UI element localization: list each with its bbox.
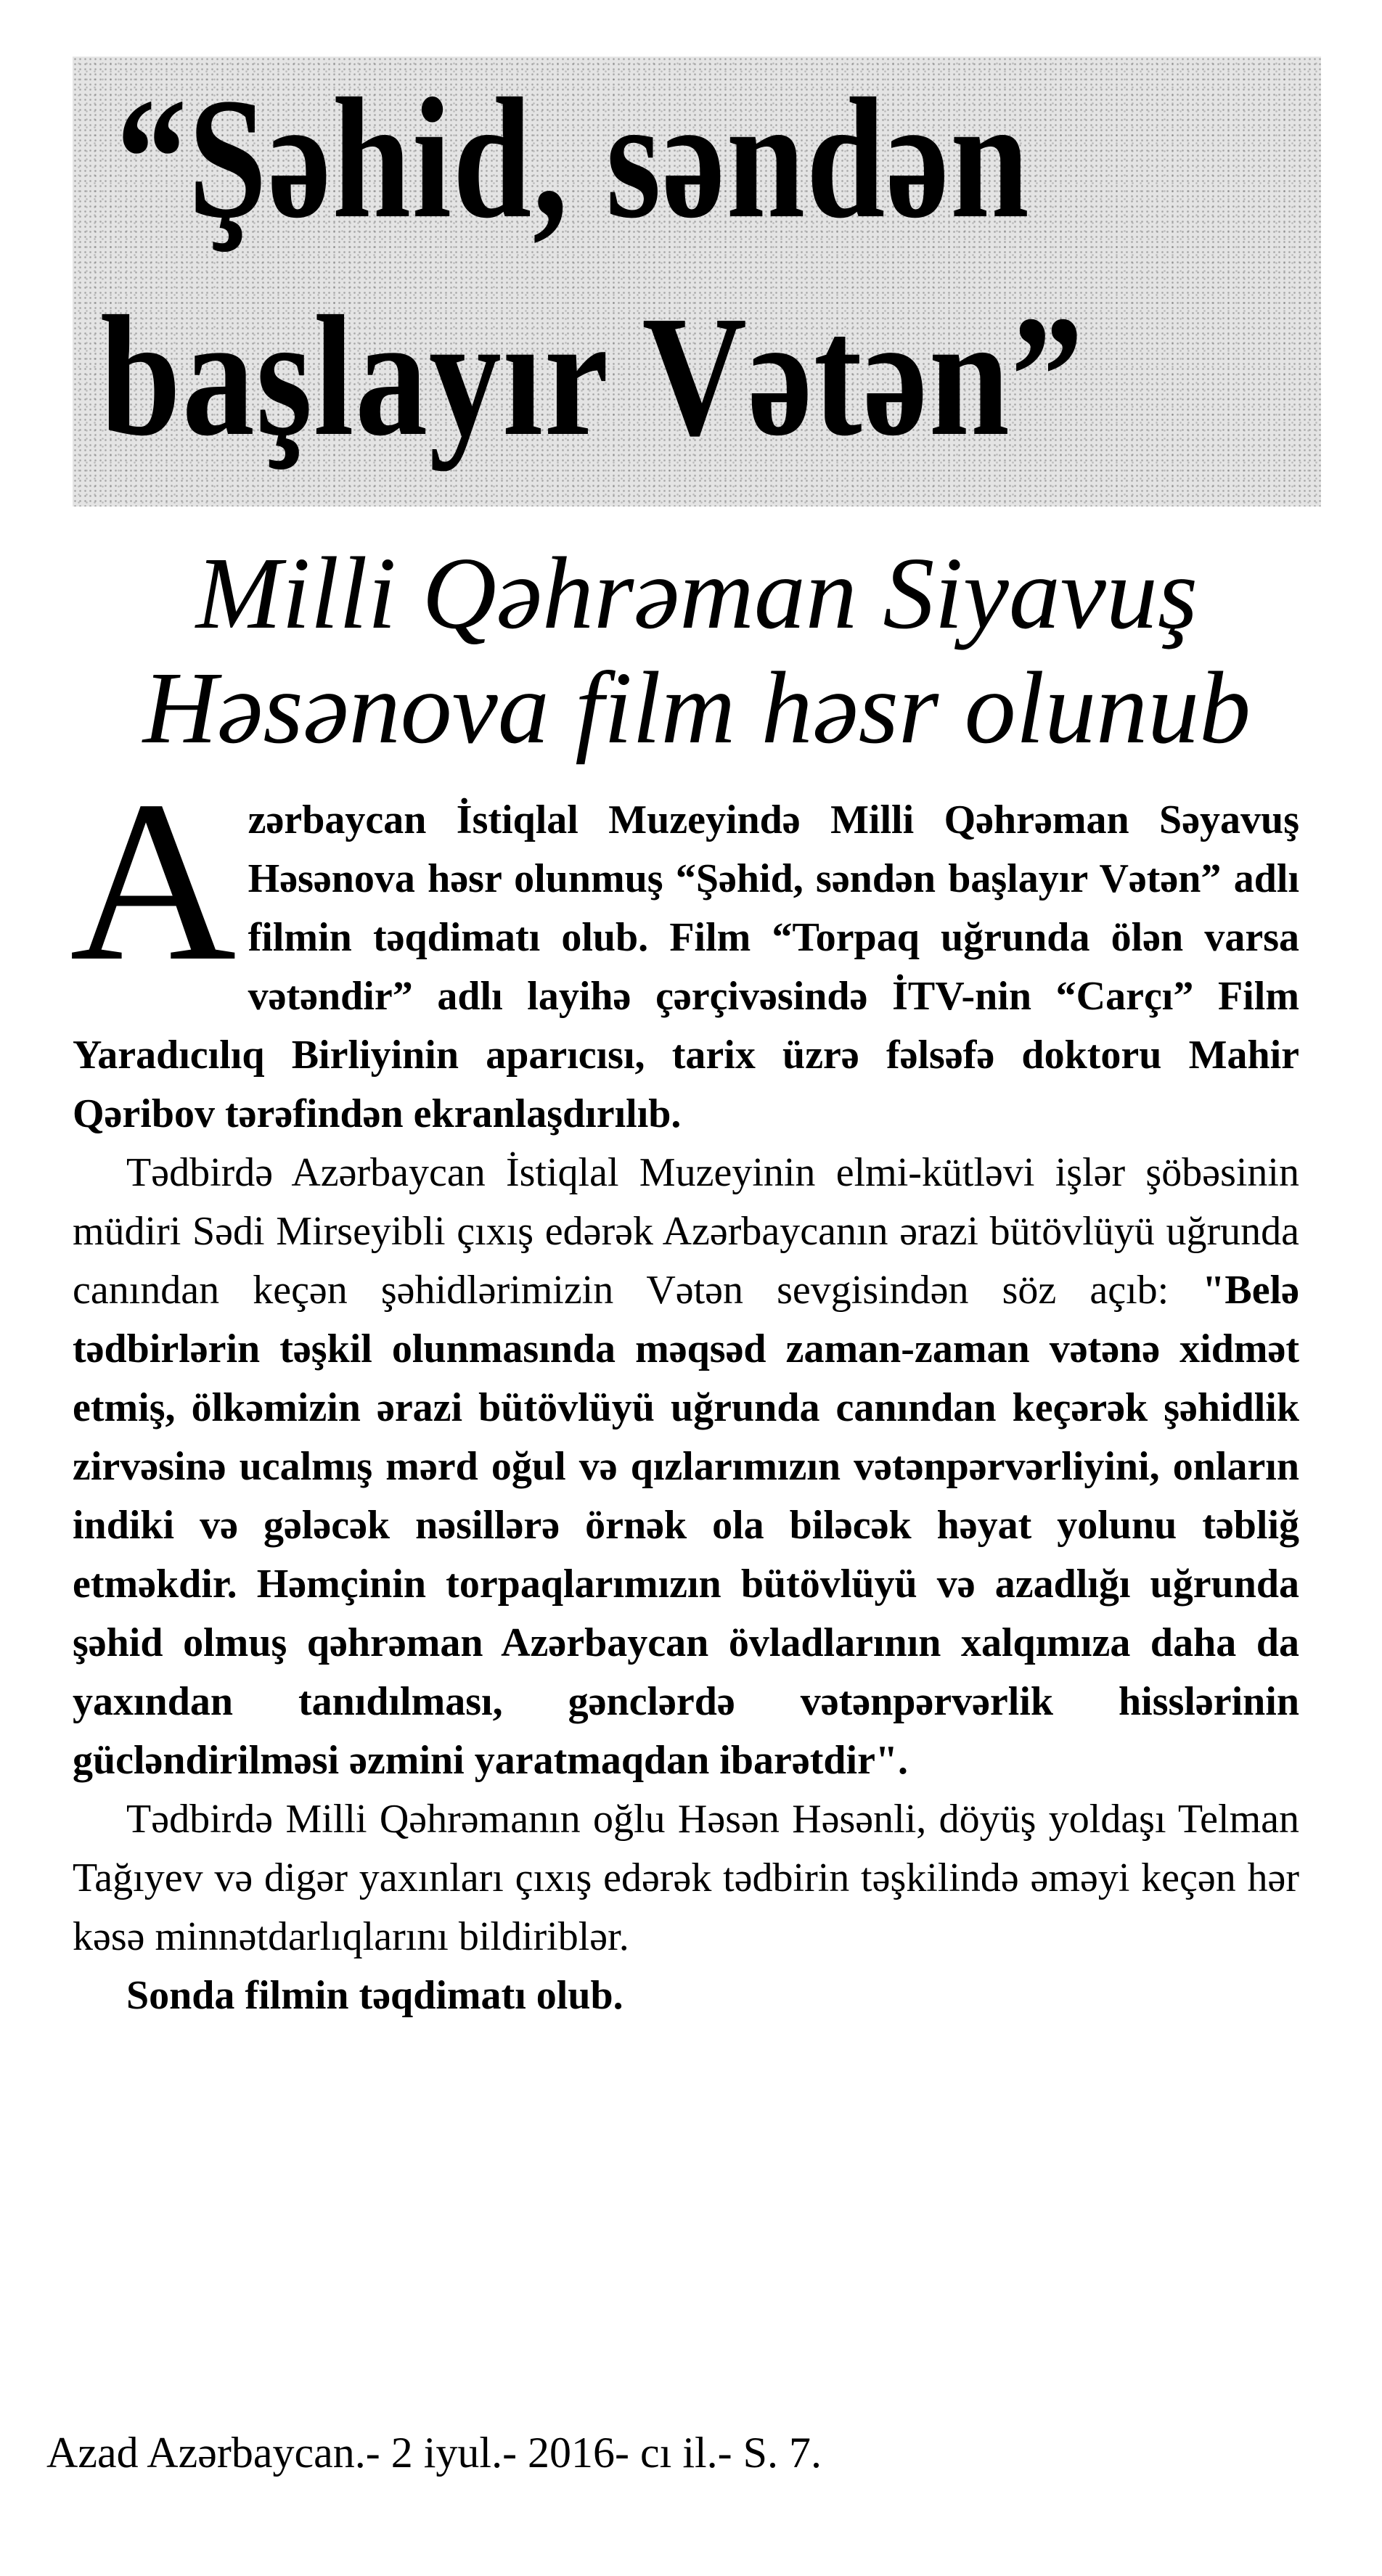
lead-paragraph bbox=[70, 753, 1299, 1144]
headline-line-2: başlayır Vətən” bbox=[100, 281, 1085, 472]
drop-cap: A bbox=[70, 753, 237, 1009]
lead-text: zərbaycan İstiqlal Muzeyində Milli Qəhrəman Səyavuş Həsənova həsr olunmuş “Şəhid, səndən başlayır Vətən” adlı filmin təqdimatı olub. Film “Torpaq uğrunda ölən varsa vətəndir” adlı layihə çərçivəsində İTV-nin “Carçı” Film Yaradıcılıq Birliyinin aparıcısı, tarix üzrə fəlsəfə doktoru Mahir Qəribov tərəfindən ekranlaşdırılıb. bbox=[73, 797, 1299, 1136]
subtitle-line-2: Həsənova film həsr olunub bbox=[142, 650, 1251, 765]
paragraph-2-text: Tədbirdə Azərbaycan İstiqlal Muzeyinin elmi-kütləvi işlər şöbəsinin müdiri Sədi Mirseyibli çıxış edərək Azərbaycanın ərazi bütövlüyü uğrunda canından keçən şəhidlərimizin Vətən sevgisindən söz açıb: bbox=[73, 1150, 1299, 1313]
paragraph-2-quote: "Belə tədbirlərin təşkil olunmasında məqsəd zaman-zaman vətənə xidmət etmiş, ölkəmizin ərazi bütövlüyü uğrunda canından keçərək şəhidlik zirvəsinə ucalmış mərd oğul və qızlarımızın vətənpərvərliyini, onların indiki və gələcək nəsillərə örnək ola biləcək həyat yolunu təbliğ etməkdir. Həmçinin torpaqlarımızın bütövlüyü və azadlığı uğrunda şəhid olmuş qəhrəman Azərbaycan övladlarının xalqımıza daha da yaxından tanıdılması, gənclərdə vətənpərvərlik hisslərinin gücləndirilməsi əzmini yaratmaqdan ibarətdir". bbox=[73, 1268, 1299, 1783]
paragraph-3: Tədbirdə Milli Qəhrəmanın oğlu Həsən Həsənli, döyüş yoldaşı Telman Tağıyev və digər yaxınları çıxış edərək tədbirin təşkilində əməyi keçən hər kəsə minnətdarlıqlarını bildiriblər. bbox=[73, 1797, 1299, 1959]
paragraph-2 bbox=[73, 1144, 1299, 1790]
source-citation: Azad Azərbaycan.- 2 iyul.- 2016- cı il.- S. 7. bbox=[46, 2429, 822, 2477]
headline-line-1: “Şəhid, səndən bbox=[116, 63, 1031, 254]
subtitle bbox=[116, 536, 1277, 765]
paragraph-4: Sonda filmin təqdimatı olub. bbox=[126, 1973, 623, 2018]
article-body bbox=[70, 753, 1299, 2025]
subtitle-line-1: Milli Qəhrəman Siyavuş bbox=[195, 536, 1198, 650]
headline-block bbox=[73, 57, 1321, 506]
